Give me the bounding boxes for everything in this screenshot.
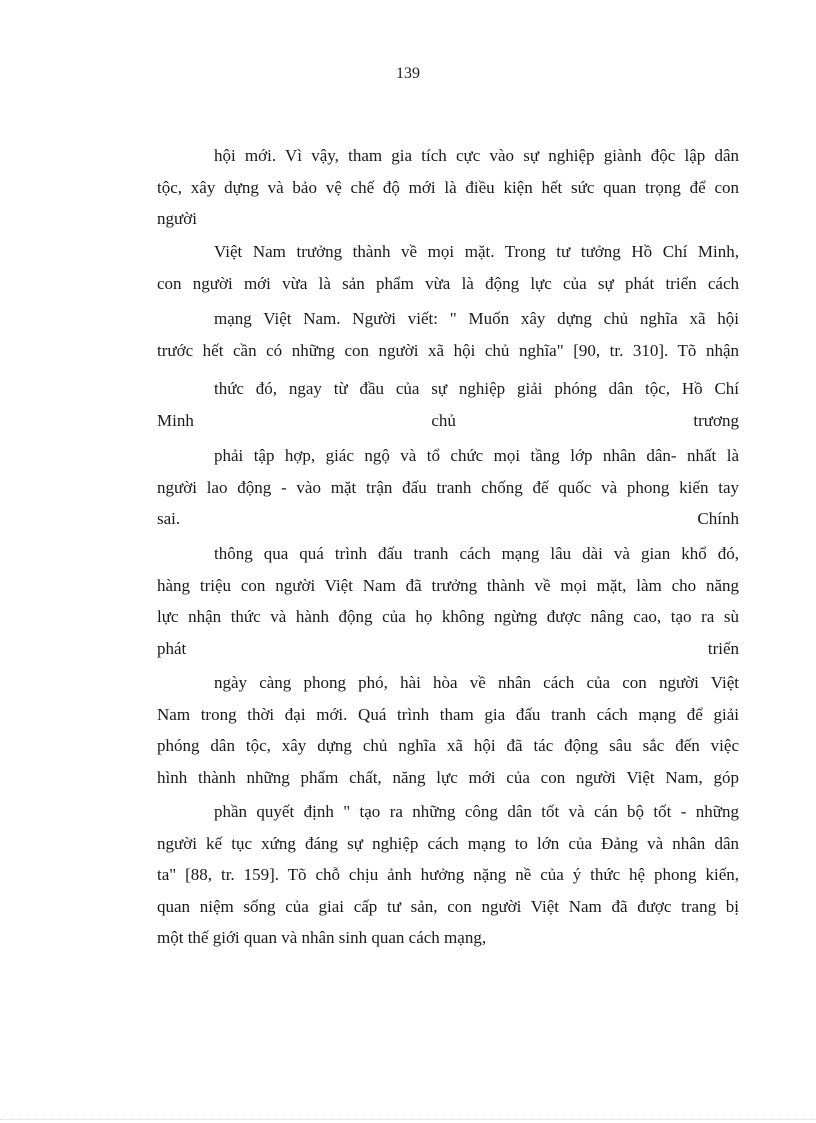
- paragraph-line: Việt Nam trưởng thành về mọi mặt. Trong tư tưởng Hồ Chí Minh,: [214, 242, 739, 261]
- paragraph-line: phóng dân tộc, xây dựng chủ nghĩa xã hội đã tác động sâu sắc đến việc: [157, 736, 739, 755]
- page-bottom-divider: [0, 1119, 816, 1120]
- paragraph-6: [157, 538, 739, 664]
- paragraph-line: ta" [88, tr. 159]. Tõ chỗ chịu ảnh hưởng nặng nề của ý thức hệ phong kiến,: [157, 865, 739, 884]
- paragraph-line: ngày càng phong phó, hài hòa về nhân cách của con người Việt: [214, 673, 739, 692]
- paragraph-line: phải tập hợp, giác ngộ và tổ chức mọi tầng lớp nhân dân- nhất là: [214, 446, 739, 465]
- paragraph-line: Minh chủ trương: [157, 410, 739, 430]
- paragraph-4: [157, 373, 739, 436]
- page-number: 139: [396, 65, 420, 82]
- paragraph-line: hội mới. Vì vậy, tham gia tích cực vào sự nghiệp giành độc lập dân: [214, 146, 739, 165]
- paragraph-line: người kế tục xứng đáng sự nghiệp cách mạng to lớn của Đảng và nhân dân: [157, 833, 739, 853]
- paragraph-2: [157, 236, 739, 299]
- paragraph-1: [157, 140, 739, 235]
- paragraph-line: người lao động - vào mặt trận đấu tranh chống đế quốc và phong kiến tay: [157, 477, 739, 497]
- paragraph-line: con người mới vừa là sản phẩm vừa là động lực của sự phát triển cách: [157, 273, 739, 293]
- paragraph-line: quan niệm sống của giai cấp tư sản, con người Việt Nam đã được trang bị: [157, 896, 739, 916]
- paragraph-line: Nam trong thời đại mới. Quá trình tham gia đấu tranh cách mạng để giải: [157, 704, 739, 724]
- paragraph-line: lực nhận thức và hành động của họ không ngừng được nâng cao, tạo ra sù: [157, 607, 739, 626]
- paragraph-line: thức đó, ngay từ đầu của sự nghiệp giải phóng dân tộc, Hồ Chí: [214, 379, 739, 398]
- paragraph-line: phát triển: [157, 638, 739, 658]
- paragraph-line: hình thành những phẩm chất, năng lực mới của con người Việt Nam, góp: [157, 767, 739, 787]
- paragraph-5: [157, 440, 739, 535]
- paragraph-line: phần quyết định " tạo ra những công dân tốt và cán bộ tốt - những: [214, 802, 739, 821]
- paragraph-line: sai. Chính: [157, 509, 739, 528]
- paragraph-line: người: [157, 209, 197, 228]
- paragraph-line: một thế giới quan và nhân sinh quan cách mạng,: [157, 928, 487, 947]
- paragraph-3: [157, 303, 739, 366]
- paragraph-line: hàng triệu con người Việt Nam đã trưởng thành về mọi mặt, làm cho năng: [157, 575, 739, 595]
- paragraph-line: mạng Việt Nam. Người viết: " Muốn xây dựng chủ nghĩa xã hội: [214, 309, 739, 328]
- paragraph-7: [157, 667, 739, 793]
- paragraph-line: thông qua quá trình đấu tranh cách mạng lâu dài và gian khổ đó,: [214, 544, 739, 563]
- paragraph-8: [157, 796, 739, 954]
- paragraph-line: tộc, xây dựng và bảo vệ chế độ mới là điều kiện hết sức quan trọng để con: [157, 177, 739, 197]
- paragraph-line: trước hết cần có những con người xã hội chủ nghĩa" [90, tr. 310]. Tõ nhận: [157, 340, 739, 360]
